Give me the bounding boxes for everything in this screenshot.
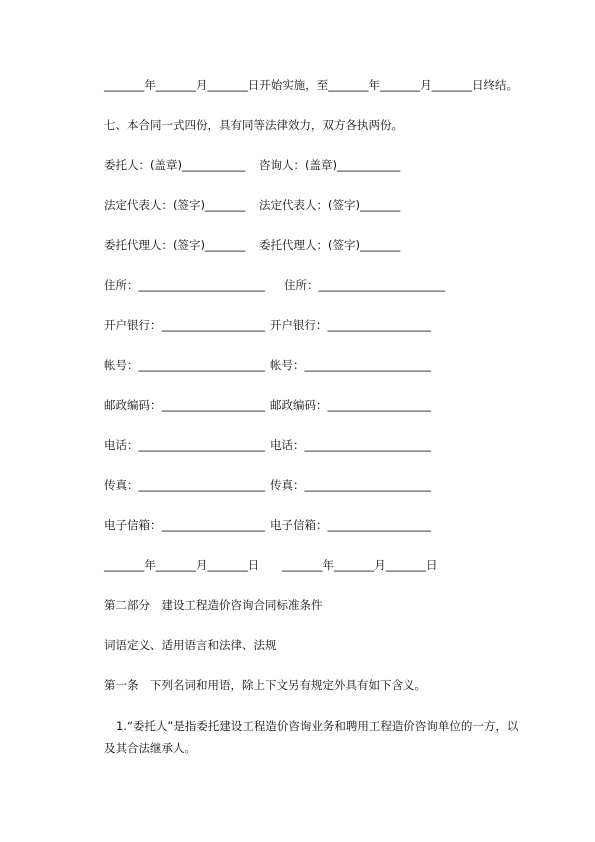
date-row: _______年_______月_______日 _______年_______月_______日 (104, 558, 438, 572)
implementation-period-line: _______年_______月_______日开始实施，至_______年_______月_______日终结。 (104, 78, 518, 92)
signature-left: 传真：______________________ (104, 478, 265, 492)
signature-left: 邮政编码：__________________ (104, 398, 265, 412)
signature-right: 传真：______________________ (270, 478, 431, 492)
signature-right: 委托代理人：(签字)_______ (259, 238, 401, 252)
signature-right: 电话：______________________ (270, 438, 431, 452)
signature-left: 法定代表人：(签字)_______ (104, 198, 246, 212)
signature-right: 法定代表人：(签字)_______ (259, 198, 401, 212)
copies-clause: 七、本合同一式四份，具有同等法律效力，双方各执两份。 (104, 118, 403, 132)
signature-left: 住所：______________________ (104, 278, 265, 292)
signature-left: 开户银行：__________________ (104, 318, 265, 332)
signature-right: 住所：______________________ (284, 278, 445, 292)
signature-left: 委托人：(盖章)___________ (104, 158, 246, 172)
part-two-subheading: 词语定义、适用语言和法律、法规 (104, 638, 277, 652)
part-two-heading: 第二部分 建设工程造价咨询合同标准条件 (104, 598, 323, 612)
signature-left: 电子信箱：__________________ (104, 518, 265, 532)
signature-right: 帐号：______________________ (270, 358, 431, 372)
signature-left: 帐号：______________________ (104, 358, 265, 372)
signature-right: 电子信箱：__________________ (270, 518, 431, 532)
signature-left: 委托代理人：(签字)_______ (104, 238, 246, 252)
signature-right: 咨询人：(盖章)___________ (259, 158, 401, 172)
definition-1-line1: 1.“委托人”是指委托建设工程造价咨询业务和聘用工程造价咨询单位的一方，以 (116, 719, 519, 733)
article-one: 第一条 下列名词和用语，除上下文另有规定外具有如下含义。 (104, 678, 426, 692)
signature-right: 开户银行：__________________ (270, 318, 431, 332)
definition-1-line2: 及其合法继承人。 (104, 741, 196, 755)
signature-left: 电话：______________________ (104, 438, 265, 452)
signature-right: 邮政编码：__________________ (270, 398, 431, 412)
